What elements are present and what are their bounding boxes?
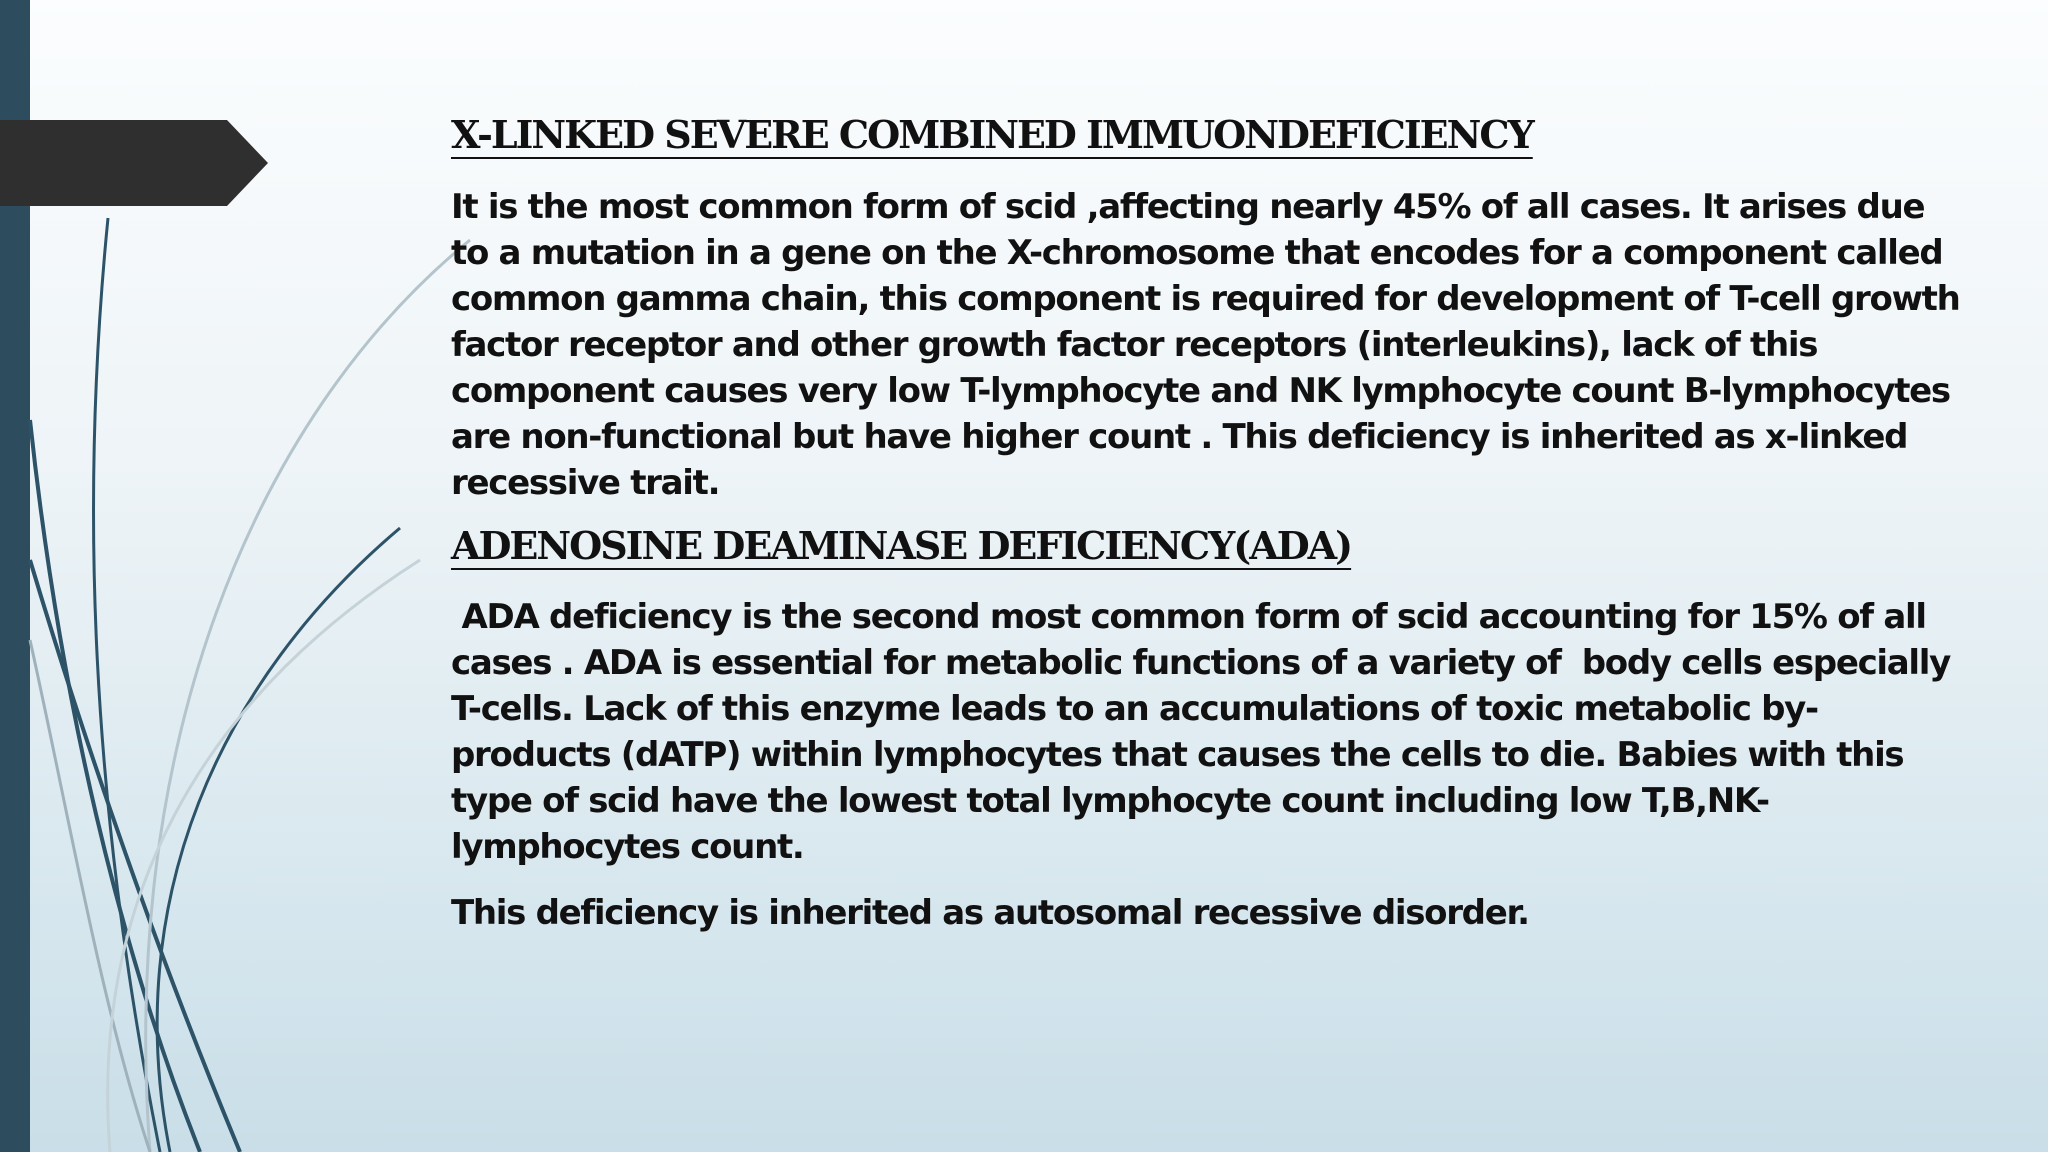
heading-xscid: X-LINKED SEVERE COMBINED IMMUONDEFICIENCY (451, 112, 1533, 157)
paragraph-inheritance: This deficiency is inherited as autosomal recessive disorder. (451, 893, 1529, 933)
heading-ada: ADENOSINE DEAMINASE DEFICIENCY(ADA) (451, 523, 1352, 568)
paragraph-xscid: It is the most common form of scid ,affecting nearly 45% of all cases. It arises due to a mutation in a gene on the X-chromosome that encodes for a component called common gamma chain, this component is required for development of T-cell growth factor receptor and other growth factor receptors (interleukins), lack of this component causes very low T-lymphocyte and NK lymphocyte count B-lymphocytes are non-functional but have higher count . This deficiency is inherited as x-linked recessive trait. (451, 187, 1960, 503)
paragraph-ada: ADA deficiency is the second most common form of scid accounting for 15% of all cases . ADA is essential for metabolic functions of a variety of body cells especially T-cells. Lack of this enzyme leads to an accumulations of toxic metabolic by-products (dATP) within lymphocytes that causes the cells to die. Babies with this type of scid have the lowest total lymphocyte count including low T,B,NK-lymphocytes count. (451, 597, 1961, 867)
slide-content (451, 105, 1971, 936)
title-arrow-tab (0, 120, 270, 206)
